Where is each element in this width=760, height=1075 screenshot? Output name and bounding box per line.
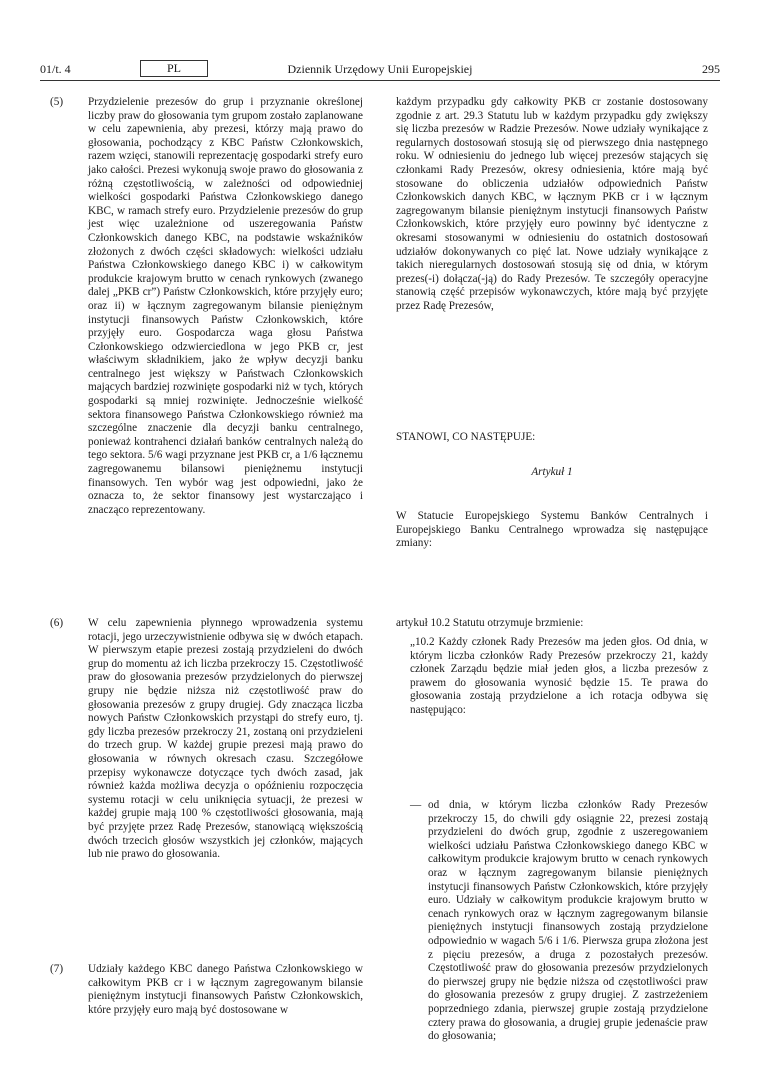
article-intro: W Statucie Europejskiego Systemu Banków Centralnych i Europejskiego Banku Centralnego wprowadza się następujące zmiany:	[396, 510, 708, 550]
recital-7-continuation: każdym przypadku gdy całkowity PKB cr zostanie dostosowany zgodnie z art. 29.3 Statutu lub w każdym przypadku gdy zwiększy się liczba prezesów w Radzie Prezesów. Nowe udziały wynikające z regularnych dostosowań stosują się od pierwszego dnia następnego roku. W odniesieniu do jednego lub więcej prezesów stających się członkami Rady Prezesów, okresy odniesienia, które mają być stosowane do obliczenia udziałów odpowiednich Państw Członkowskich danych KBC, w łącznym PKB cr i w łącznym zagregowanym bilansie pieniężnym instytucji finansowych Państw Członkowskich, które przyjęły euro powinny być identyczne z okresami stosowanymi w odniesieniu do ostatnich dostosowań udziałów dokonywanych co pięć lat. Nowe udziały wynikające z takich nieregularnych dostosowań stosują się od dnia, w którym prezes(-i) dołącza(-ją) do Rady Prezesów. Te szczegóły operacyjne stanowią część przepisów wykonawczych, które mają być przyjęte przez Radę Prezesów,	[396, 96, 708, 312]
journal-issue: 01/t. 4	[40, 62, 71, 76]
page-number: 295	[702, 62, 720, 76]
recital-text-6: W celu zapewnienia płynnego wprowadzenia systemu rotacji, jego urzeczywistnienie odbywa się w dwóch etapach. W pierwszym etapie prezesi zostają przydzieleni do dwóch grup do momentu aż ich liczba przekroczy 15. Częstotliwość praw do głosowania prezesów przydzielonych do pierwszej grupy nie będzie niższa niż częstotliwość praw do głosowania prezesów z grupy drugiej. Gdy znacząca liczba nowych Państw Członkowskich przystąpi do strefy euro, tj. gdy liczba prezesów przekroczy 21, zostaną oni przydzieleni do trzech grup. W każdej grupie prezesi mają prawo do głosowania w równych okresach czasu. Szczegółowe przepisy wykonawcze dotyczące tych dwóch zasad, jak również każda możliwa decyzja o opóźnieniu rozpoczęcia systemu rotacji w celu uniknięcia sytuacji, że prezesi w każdej grupie mają 100 % częstotliwości głosowania, mają być przyjęte przez Radę Prezesów, stanowiącą większością dwóch trzecich głosów wszystkich jej członków, mających lub nie prawo do głosowania.	[88, 617, 363, 861]
list-dash: —	[410, 799, 422, 811]
recital-number-7: (7)	[50, 963, 64, 975]
recital-number-6: (6)	[50, 617, 64, 629]
recital-text-7: Udziały każdego KBC danego Państwa Członkowskiego w całkowitym PKB cr i w łącznym zagregowanym bilansie pieniężnym instytucji finansowych Państw Członkowskich, które przyjęły euro mają być dostosowane w	[88, 963, 363, 1016]
enacting-formula: STANOWI, CO NASTĘPUJE:	[396, 431, 536, 443]
page-header	[40, 60, 720, 78]
recital-text-5: Przydzielenie prezesów do grup i przyznanie określonej liczby praw do głosowania tym grupom zostało zaplanowane w celu zapewnienia, aby prezesi, którzy mają prawo do głosowania, pochodzący z KBC Państw Członkowskich, razem wzięci, stanowili reprezentację gospodarki strefy euro jako całości. Prezesi wykonują swoje prawo do głosowania z różną częstotliwością, w zależności od odpowiedniej wielkości gospodarki Państwa Członkowskiego danego KBC, w ramach strefy euro. Przydzielenie prezesów do grup jest więc uzależnione od uszeregowania Państw Członkowskich danego KBC, na podstawie wskaźników złożonych z dwóch części składowych: wielkości udziału Państwa Członkowskiego danego KBC i) w całkowitym produkcie krajowym brutto w cenach rynkowych (zwanego dalej „PKB cr”) Państw Członkowskich, które przyjęły euro; oraz ii) w łącznym zagregowanym bilansie pieniężnym instytucji finansowych Państw Członkowskich, które przyjęły euro. Gospodarcza waga głosu Państwa Członkowskiego odzwierciedlona w jego PKB cr, jest właściwym składnikiem, jako że wpływ decyzji banku centralnego jest większy w Państwach Członkowskich mających bardziej rozwinięte gospodarki niż w tych, których gospodarki są mniej rozwinięte. Jednocześnie wielkość sektora finansowego Państwa Członkowskiego również ma szczególne znaczenie dla decyzji banku centralnego, ponieważ kontrahenci działań banków centralnych należą do tego sektora. 5/6 wagi przyznane jest PKB cr, a 1/6 łącznemu zagregowanemu bilansowi pieniężnemu instytucji finansowych. Ten wybór wag jest odpowiedni, jako że oznacza to, że sektor finansowy jest wystarczająco i znacząco reprezentowany.	[88, 96, 363, 516]
header-rule	[40, 80, 720, 81]
amendment-intro: artykuł 10.2 Statutu otrzymuje brzmienie:	[396, 617, 584, 629]
recital-number-5: (5)	[50, 96, 64, 108]
journal-title: Dziennik Urzędowy Unii Europejskiej	[287, 62, 473, 76]
language-code-box: PL	[140, 60, 208, 77]
quoted-article-10-2: „10.2 Każdy członek Rady Prezesów ma jeden głos. Od dnia, w którym liczba członków Rady Prezesów przekroczy 21, każdy członek Zarządu będzie miał jeden głos, a liczba prezesów z prawem do głosowania wynosić będzie 15. Te prawa do głosowania zostają przydzielone a ich rotacja odbywa się następująco:	[410, 636, 708, 716]
article-title: Artykuł 1	[531, 466, 573, 478]
dash-list-item: od dnia, w którym liczba członków Rady Prezesów przekroczy 15, do chwili gdy osiągnie 22, prezesi zostają przydzieleni do dwóch grup, zgodnie z uszeregowaniem wielkości udziału Państwa Członkowskiego danego KBC w całkowitym produkcie krajowym brutto w cenach rynkowych oraz w łącznym zagregowanym bilansie pieniężnych instytucji finansowych Państw Członkowskich, które przyjęły euro. Udziały w całkowitym produkcie krajowym brutto w cenach rynkowych oraz w łącznym zagregowanym bilansie pieniężnych instytucji finansowych zostają przydzielone odpowiednio w wagach 5/6 i 1/6. Pierwsza grupa złożona jest z pięciu prezesów, a druga z pozostałych prezesów. Częstotliwość praw do głosowania prezesów przydzielonych do pierwszej grupy nie będzie niższa od częstotliwości praw do głosowania prezesów z grupy drugiej. Z zastrzeżeniem poprzedniego zdania, pierwszej grupie zostają przydzielone cztery prawa do głosowania, a drugiej grupie jedenaście praw do głosowania;	[428, 799, 708, 1043]
